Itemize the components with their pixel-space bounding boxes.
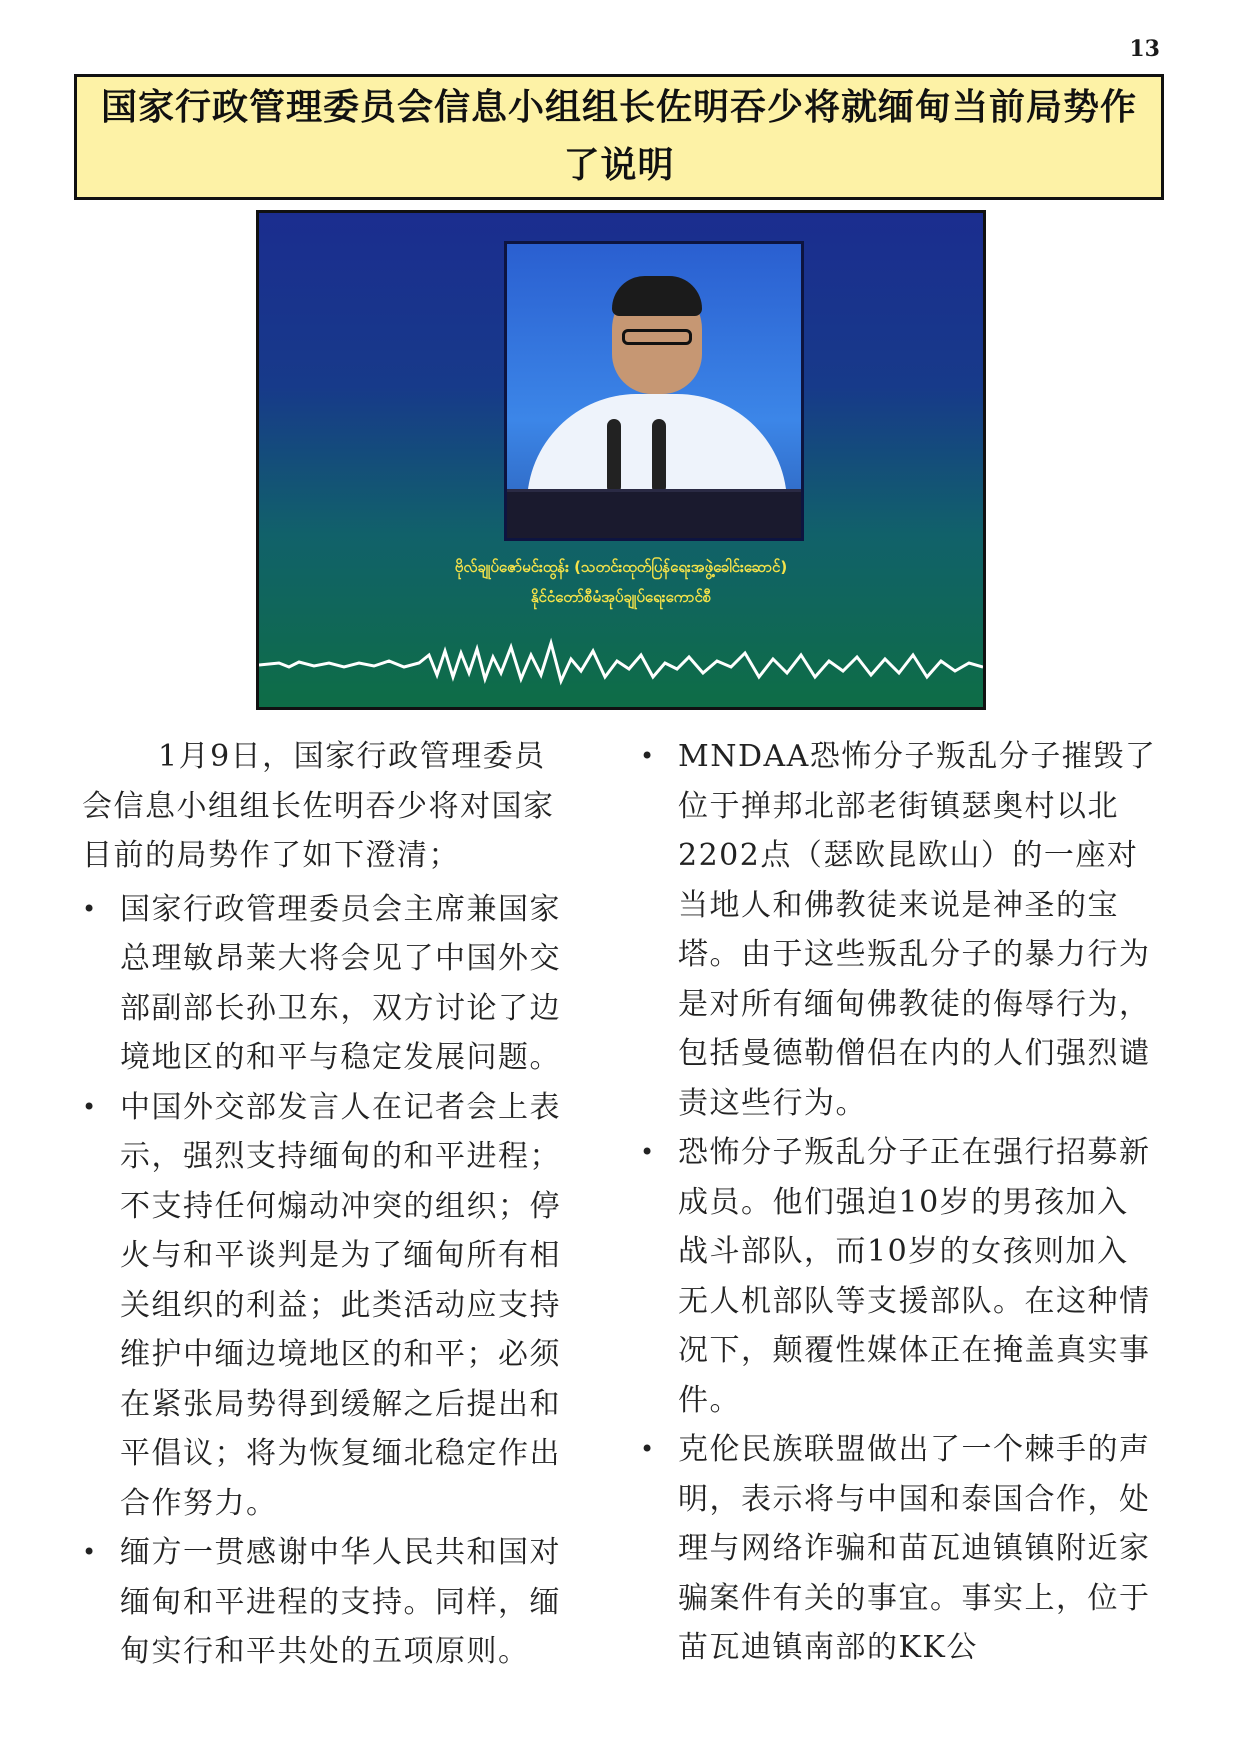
- list-item: • 恐怖分子叛乱分子正在强行招募新成员。他们强迫10岁的男孩加入战斗部队，而10岁的女孩则加入无人机部队等支援部队。在这种情况下，颠覆性媒体正在掩盖真实事件。: [640, 1128, 1160, 1425]
- list-item: • 克伦民族联盟做出了一个棘手的声明，表示将与中国和泰国合作，处理与网络诈骗和苗瓦迪镇镇附近家骗案件有关的事宜。事实上，位于苗瓦迪镇南部的KK公: [640, 1425, 1160, 1673]
- headline-box: [74, 74, 1164, 200]
- left-column: [82, 732, 562, 1677]
- microphone-icon: [652, 419, 666, 494]
- speaker-glasses: [622, 329, 692, 345]
- audio-wave-icon: [259, 633, 983, 693]
- photo-caption-line1: ဗိုလ်ချုပ်ဇော်မင်းထွန်း (သတင်းထုတ်ပြန်ရေးအဖွဲ့ခေါင်းဆောင်): [454, 558, 788, 576]
- right-bullet-list: [640, 732, 1160, 1673]
- right-column: [640, 732, 1160, 1673]
- news-photo: [256, 210, 986, 710]
- photo-caption-line2: နိုင်ငံတော်စီမံအုပ်ချုပ်ရေးကောင်စီ: [530, 588, 712, 606]
- list-item: • 中国外交部发言人在记者会上表示，强烈支持缅甸的和平进程；不支持任何煽动冲突的组织；停火与和平谈判是为了缅甸所有相关组织的利益；此类活动应支持维护中缅边境地区的和平；必须在紧张局势得到缓解之后提出和平倡议；将为恢复缅北稳定作出合作努力。: [82, 1083, 562, 1529]
- headline: 国家行政管理委员会信息小组组长佐明吞少将就缅甸当前局势作了说明: [100, 87, 1137, 186]
- microphone-icon: [607, 419, 621, 494]
- page-number: 13: [1129, 36, 1160, 62]
- left-bullet-list: [82, 885, 562, 1677]
- list-item: • 国家行政管理委员会主席兼国家总理敏昂莱大将会见了中国外交部副部长孙卫东，双方讨论了边境地区的和平与稳定发展问题。: [82, 885, 562, 1083]
- podium: [507, 489, 804, 541]
- speaker-video-frame: [504, 241, 804, 541]
- list-item: • 缅方一贯感谢中华人民共和国对缅甸和平进程的支持。同样，缅甸实行和平共处的五项原则。: [82, 1528, 562, 1677]
- list-item: • MNDAA恐怖分子叛乱分子摧毁了位于掸邦北部老街镇瑟奥村以北2202点（瑟欧昆欧山）的一座对当地人和佛教徒来说是神圣的宝塔。由于这些叛乱分子的暴力行为是对所有缅甸佛教徒的侮辱行为，包括曼德勒僧侣在内的人们强烈谴责这些行为。: [640, 732, 1160, 1128]
- intro-paragraph: 1月9日，国家行政管理委员会信息小组组长佐明吞少将对国家目前的局势作了如下澄清；: [82, 739, 555, 873]
- speaker-hair: [612, 276, 702, 316]
